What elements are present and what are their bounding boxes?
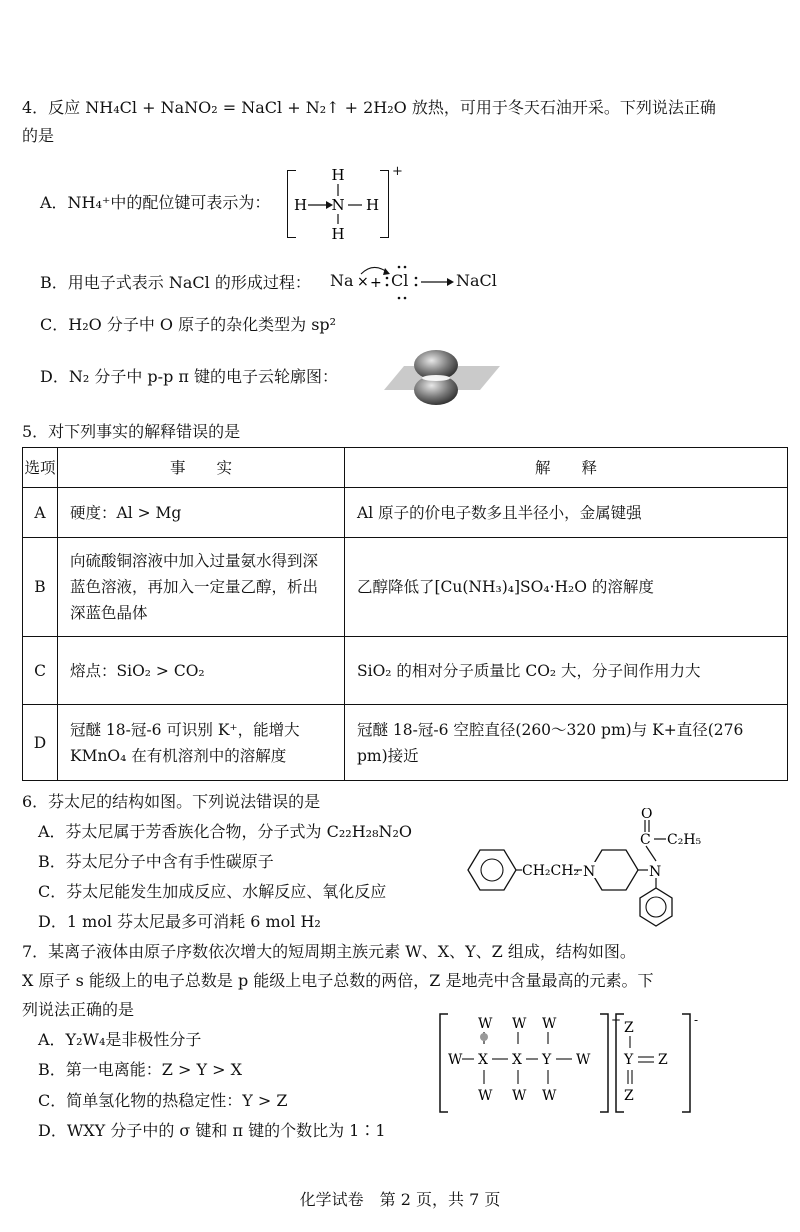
chain-label: CH₂CH₂ <box>522 863 580 879</box>
q6-option-c: C．芬太尼能发生加成反应、水解反应、氧化反应 <box>38 882 387 901</box>
carbon-label: C <box>640 832 651 848</box>
row-fact: 向硫酸铜溶液中加入过量氨水得到深蓝色溶液，再加入一定量乙醇，析出深蓝色晶体 <box>58 538 345 637</box>
svg-text:H: H <box>331 225 345 242</box>
row-option: A <box>23 488 58 538</box>
atom-w: W <box>512 1088 527 1104</box>
q6-stem: 6．芬太尼的结构如图。下列说法错误的是 <box>22 792 321 811</box>
q6-option-a: A．芬太尼属于芳香族化合物，分子式为 C₂₂H₂₈N₂O <box>38 822 413 841</box>
row-fact: 冠醚 18-冠-6 可识别 K⁺，能增大 KMnO₄ 在有机溶剂中的溶解度 <box>58 705 345 781</box>
row-fact: 熔点：SiO₂ > CO₂ <box>58 637 345 705</box>
svg-text:H: H <box>331 166 345 184</box>
nh4-charge: + <box>392 164 403 179</box>
q7-option-d: D．WXY 分子中的 σ 键和 π 键的个数比为 1∶1 <box>38 1121 386 1140</box>
atom-w: W <box>512 1016 527 1032</box>
nacl-product: NaCl <box>456 271 497 290</box>
q7-stem-line3: 列说法正确的是 <box>22 1000 135 1019</box>
row-explain: Al 原子的价电子数多且半径小，金属键强 <box>345 488 788 538</box>
q7-option-c: C．简单氢化物的热稳定性：Y > Z <box>38 1091 288 1110</box>
ethyl-label: C₂H₅ <box>667 832 702 848</box>
header-explain: 解 释 <box>345 448 788 488</box>
amide-n: N <box>649 864 662 880</box>
svg-text:H: H <box>294 196 308 214</box>
q4-option-d: D．N₂ 分子中 p-p π 键的电子云轮廓图： <box>40 367 338 386</box>
q6-option-b: B．芬太尼分子中含有手性碳原子 <box>38 852 274 871</box>
anion-charge: - <box>694 1013 699 1027</box>
atom-z: Z <box>624 1020 634 1036</box>
row-option: D <box>23 705 58 781</box>
atom-z: Z <box>658 1052 668 1068</box>
svg-text:×: × <box>357 274 369 290</box>
q6-option-d: D．1 mol 芬太尼最多可消耗 6 mol H₂ <box>38 912 321 931</box>
ionic-liquid-structure <box>432 1010 712 1116</box>
pi-bond-cloud-image <box>364 348 504 408</box>
svg-text:H: H <box>366 196 380 214</box>
atom-w: W <box>576 1052 591 1068</box>
q4-stem-line2: 的是 <box>22 126 55 145</box>
q5-stem: 5．对下列事实的解释错误的是 <box>22 422 241 441</box>
q5-table <box>22 447 788 781</box>
row-explain: 冠醚 18-冠-6 空腔直径(260～320 pm)与 K+直径(276 pm)接近 <box>345 705 788 781</box>
header-option: 选项 <box>23 448 58 488</box>
table-row <box>23 637 788 705</box>
svg-text:+: + <box>370 275 382 291</box>
q4-option-c: C．H₂O 分子中 O 原子的杂化类型为 sp² <box>40 315 337 334</box>
table-header-row <box>23 448 788 488</box>
table-row <box>23 705 788 781</box>
oxygen-label: O <box>641 808 653 822</box>
atom-w: W <box>542 1016 557 1032</box>
atom-w: W <box>478 1088 493 1104</box>
na-symbol: Na <box>330 271 354 290</box>
q7-stem-line2: X 原子 s 能级上的电子总数是 p 能级上电子总数的两倍，Z 是地壳中含量最高的元素。下 <box>22 971 654 990</box>
row-fact: 硬度：Al > Mg <box>58 488 345 538</box>
fentanyl-structure <box>462 808 706 928</box>
header-fact: 事 实 <box>58 448 345 488</box>
atom-y: Y <box>542 1052 552 1068</box>
q7-option-b: B．第一电离能：Z > Y > X <box>38 1060 242 1079</box>
page-footer: 化学试卷 第 2 页，共 7 页 <box>299 1190 501 1209</box>
svg-text:N: N <box>331 196 345 214</box>
table-row <box>23 538 788 637</box>
cl-symbol: Cl <box>391 271 409 290</box>
piperidine-n: N <box>583 864 596 880</box>
atom-w: W <box>478 1016 493 1032</box>
atom-w: W <box>448 1052 463 1068</box>
row-option: B <box>23 538 58 637</box>
table-row <box>23 488 788 538</box>
atom-w: W <box>542 1088 557 1104</box>
nh4-bond-diagram <box>290 166 382 242</box>
q4-option-b: B．用电子式表示 NaCl 的形成过程： <box>40 273 311 292</box>
atom-y: Y <box>624 1052 634 1068</box>
q7-option-a: A．Y₂W₄是非极性分子 <box>38 1030 202 1049</box>
row-option: C <box>23 637 58 705</box>
cation-charge: + <box>611 1013 622 1027</box>
q4-option-a: A．NH₄⁺中的配位键可表示为： <box>40 193 271 212</box>
row-explain: SiO₂ 的相对分子质量比 CO₂ 大，分子间作用力大 <box>345 637 788 705</box>
atom-z: Z <box>624 1088 634 1104</box>
q4-stem-line1: 4．反应 NH₄Cl + NaNO₂ = NaCl + N₂↑ + 2H₂O 放热，可用于冬天石油开采。下列说法正确 <box>22 98 716 117</box>
atom-x: X <box>478 1052 488 1068</box>
row-explain: 乙醇降低了[Cu(NH₃)₄]SO₄·H₂O 的溶解度 <box>345 538 788 637</box>
atom-x: X <box>512 1052 522 1068</box>
q7-stem-line1: 7．某离子液体由原子序数依次增大的短周期主族元素 W、X、Y、Z 组成，结构如图。 <box>22 942 636 961</box>
